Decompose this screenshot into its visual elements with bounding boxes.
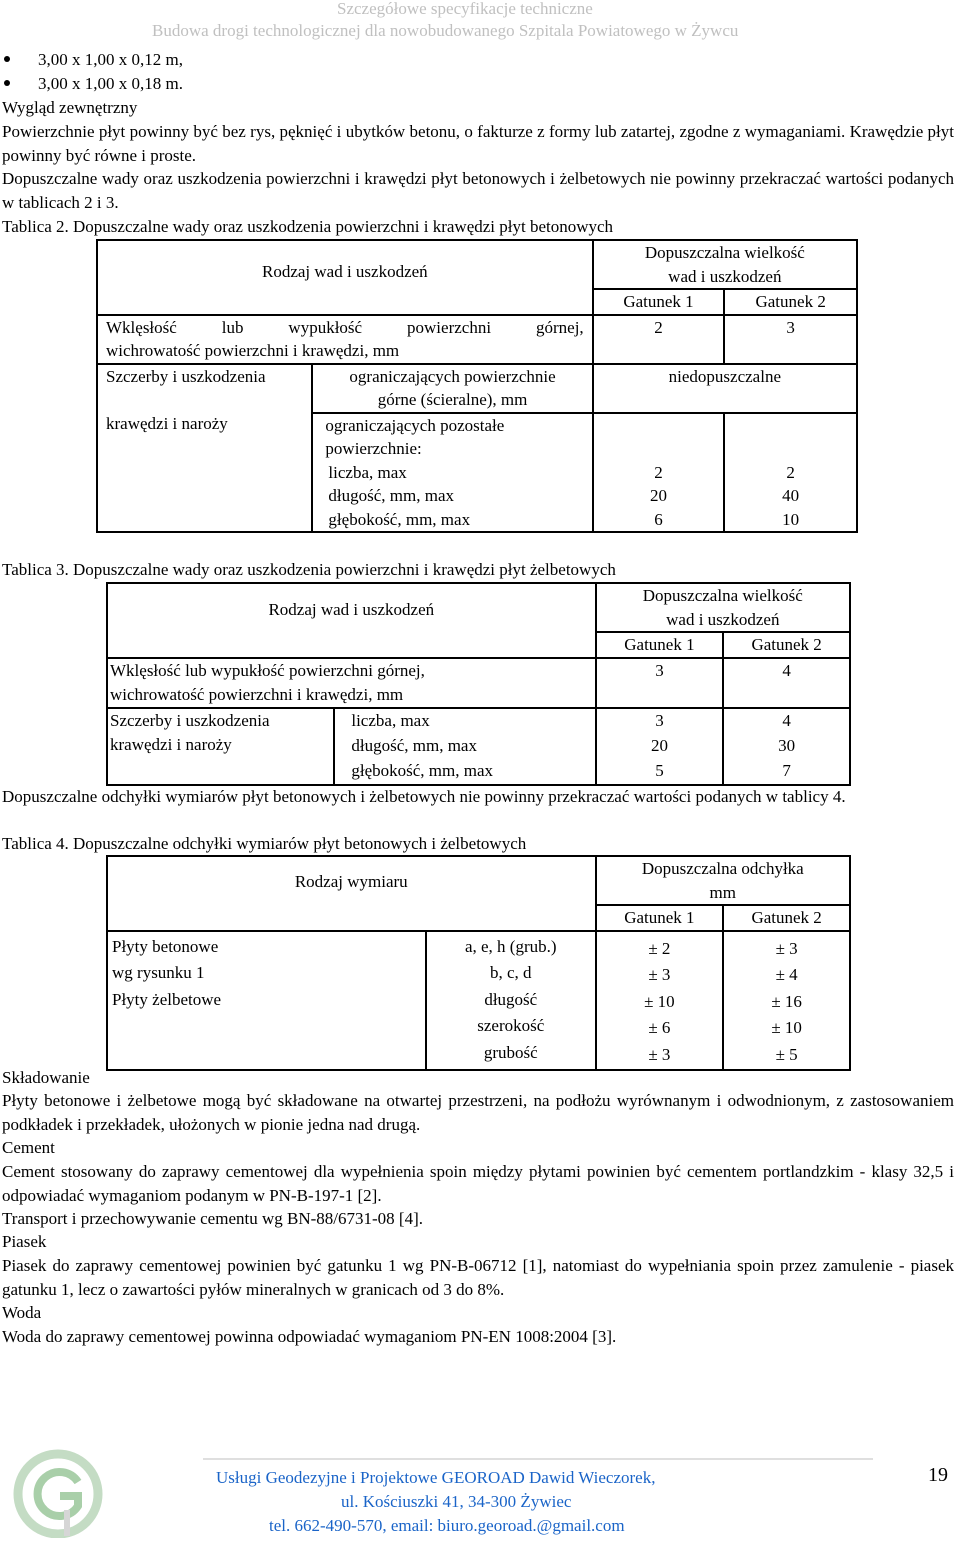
header-line: wad i uszkodzeń <box>668 266 782 286</box>
cell-line: ± 4 <box>775 965 798 985</box>
cell-line: 40 <box>782 486 800 505</box>
cell-line: ± 10 <box>644 991 675 1011</box>
table-cell <box>312 364 592 413</box>
table-cell <box>334 708 595 785</box>
cell-line: 6 <box>654 509 663 529</box>
cell-line: 3 <box>655 711 664 730</box>
paragraph: Płyty betonowe i żelbetowe mogą być składowane na otwartej przestrzeni, na podłożu wyrównanym i odwodnionym, z zastosowaniem podkładek i przekładek, ułożonych w pionie jedna nad drugą. <box>2 1091 954 1134</box>
cell-line: krawędzi i naroży <box>106 414 228 433</box>
cell-line: ± 16 <box>771 991 802 1011</box>
cell-line: Szczerby i uszkodzenia <box>110 711 270 730</box>
cell-line: 5 <box>655 761 664 780</box>
table-cell: niedopuszczalne <box>593 364 857 413</box>
footer-divider <box>203 1458 873 1461</box>
paragraph: Transport i przechowywanie cementu wg BN-88/6731-08 [4]. <box>2 1209 423 1228</box>
cell-line: ± 5 <box>775 1044 798 1064</box>
cell-line: 2 <box>654 462 663 482</box>
paragraph: Dopuszczalne wady oraz uszkodzenia powierzchni i krawędzi płyt betonowych i żelbetowych nie powinny przekraczać wartości podanych w tablicach 2 i 3. <box>2 169 954 212</box>
cell-line: Wklęsłość lub wypukłość powierzchni górnej, <box>110 661 425 680</box>
footer-address: ul. Kościuszki 41, 34-300 Żywiec <box>341 1492 572 1511</box>
cell-line: wichrowatość powierzchni i krawędzi, mm <box>106 341 400 360</box>
cell-line: ± 2 <box>648 939 671 958</box>
cell-line: powierzchnie: <box>325 439 422 458</box>
paragraph: Cement stosowany do zaprawy cementowej dla wypełnienia spoin między płytami powinien być cementem portlandzkim - klasy 32,5 i odpowiadać wymaganiom podanym w PN-B-197-1 [2]. <box>2 1162 954 1205</box>
header-subtitle: Budowa drogi technologicznej dla nowobudowanego Szpitala Powiatowego w Żywcu <box>152 21 739 40</box>
header-cell: Gatunek 1 <box>596 905 724 931</box>
header-line: mm <box>709 882 736 902</box>
table-3 <box>106 582 851 786</box>
header-cell: Rodzaj wymiaru <box>107 856 596 931</box>
table-cell <box>97 364 312 533</box>
section-heading: Wygląd zewnętrzny <box>2 98 138 117</box>
cell-line: ± 10 <box>771 1018 802 1038</box>
cell-line: górne (ścieralne), mm <box>377 390 528 409</box>
table-row <box>107 658 850 708</box>
cell-line: ± 6 <box>648 1018 671 1038</box>
cell-line: ± 3 <box>775 939 798 958</box>
header-line: Dopuszczalna odchyłka <box>641 859 804 878</box>
cell-line: wg rysunku 1 <box>112 963 205 983</box>
bullet-icon <box>4 80 10 86</box>
paragraph: Dopuszczalne odchyłki wymiarów płyt betonowych i żelbetowych nie powinny przekraczać wartości podanych w tablicy 4. <box>2 787 846 806</box>
list-item: 3,00 x 1,00 x 0,12 m, <box>38 50 183 69</box>
paragraph: Piasek do zaprawy cementowej powinien być gatunku 1 wg PN-B-06712 [1], natomiast do wypełniania spoin przez zamulenie - piasek gatunku 1, lecz o zawartości pyłów mineralnych w granicach od 3 do 8%. <box>2 1256 954 1299</box>
section-heading: Składowanie <box>2 1068 90 1087</box>
cell-line: Płyty betonowe <box>112 937 219 956</box>
cell-line: ± 3 <box>648 1044 671 1064</box>
table-row <box>107 931 850 1070</box>
cell-line: krawędzi i naroży <box>110 734 232 754</box>
table-cell <box>426 931 596 1070</box>
header-cell <box>596 583 850 632</box>
header-cell <box>596 856 850 905</box>
table-4 <box>106 855 851 1071</box>
table-cell <box>596 931 724 1070</box>
cell-line: 10 <box>782 509 800 529</box>
table-cell: 3 <box>596 658 724 708</box>
cell-line: ± 3 <box>648 965 671 985</box>
table-2 <box>96 239 858 533</box>
list-item: 3,00 x 1,00 x 0,18 m. <box>38 74 183 93</box>
cell-line: ograniczających pozostałe <box>325 415 505 435</box>
header-cell: Rodzaj wad i uszkodzeń <box>97 240 593 315</box>
table-row <box>97 315 857 364</box>
table-cell <box>107 931 426 1070</box>
cell-line: grubość <box>483 1042 538 1062</box>
footer-company: Usługi Geodezyjne i Projektowe GEOROAD Dawid Wieczorek, <box>216 1468 656 1487</box>
table-row <box>107 708 850 785</box>
cell-line: 20 <box>650 486 667 505</box>
header-cell: Gatunek 2 <box>723 905 850 931</box>
cell-line: wichrowatość powierzchni i krawędzi, mm <box>110 684 404 704</box>
cell-line: długość, mm, max <box>328 486 455 505</box>
cell-line: głębokość, mm, max <box>328 509 471 529</box>
bullet-icon <box>4 56 10 62</box>
table-cell <box>723 708 850 785</box>
table-row <box>97 364 857 413</box>
cell-line: a, e, h (grub.) <box>464 937 557 956</box>
header-title: Szczegółowe specyfikacje techniczne <box>337 0 593 18</box>
table-cell <box>724 413 857 533</box>
header-line: Dopuszczalna wielkość <box>644 243 805 262</box>
section-heading: Cement <box>2 1138 55 1157</box>
paragraph: Woda do zaprawy cementowej powinna odpowiadać wymaganiom PN-EN 1008:2004 [3]. <box>2 1327 617 1346</box>
cell-line: b, c, d <box>489 963 532 983</box>
header-cell: Gatunek 1 <box>596 632 724 658</box>
cell-line: liczba, max <box>328 462 407 482</box>
georoad-logo-icon <box>12 1448 104 1538</box>
table-cell: 3 <box>724 315 857 364</box>
table-cell <box>723 931 850 1070</box>
cell-line: 20 <box>650 736 668 755</box>
header-line: Dopuszczalna wielkość <box>642 586 803 605</box>
header-line: wad i uszkodzeń <box>666 609 780 629</box>
cell-line: Płyty żelbetowe <box>112 989 222 1009</box>
cell-line: długość <box>484 989 538 1009</box>
table-caption: Tablica 2. Dopuszczalne wady oraz uszkodzenia powierzchni i krawędzi płyt betonowych <box>2 217 614 236</box>
cell-line: 30 <box>778 736 796 755</box>
header-cell <box>593 240 857 289</box>
header-cell: Gatunek 2 <box>723 632 850 658</box>
table-cell <box>107 708 334 785</box>
cell-line: 7 <box>782 761 791 780</box>
cell-line: ograniczających powierzchnie <box>349 366 556 386</box>
table-caption: Tablica 3. Dopuszczalne wady oraz uszkodzenia powierzchni i krawędzi płyt żelbetowych <box>2 560 616 579</box>
table-caption: Tablica 4. Dopuszczalne odchyłki wymiarów płyt betonowych i żelbetowych <box>2 834 527 853</box>
table-cell <box>593 413 725 533</box>
cell-line: Szczerby i uszkodzenia <box>106 366 266 386</box>
table-cell <box>312 413 592 533</box>
section-heading: Woda <box>2 1303 42 1322</box>
cell-line: Wklęsłość lub wypukłość powierzchni górnej, <box>106 317 584 337</box>
table-cell: 4 <box>723 658 850 708</box>
cell-line: liczba, max <box>351 711 430 730</box>
header-cell: Gatunek 1 <box>593 289 725 315</box>
table-cell: 2 <box>593 315 725 364</box>
cell-line: długość, mm, max <box>351 736 477 755</box>
cell-line: 2 <box>786 462 795 482</box>
cell-line: szerokość <box>477 1016 545 1036</box>
cell-line: 4 <box>782 711 791 730</box>
header-cell: Rodzaj wad i uszkodzeń <box>107 583 596 658</box>
section-heading: Piasek <box>2 1232 47 1251</box>
table-cell <box>107 658 596 708</box>
footer-contact: tel. 662-490-570, email: biuro.georoad.@gmail.com <box>269 1516 625 1535</box>
table-cell <box>596 708 724 785</box>
page-number: 19 <box>928 1464 948 1486</box>
header-cell: Gatunek 2 <box>724 289 857 315</box>
paragraph: Powierzchnie płyt powinny być bez rys, pęknięć i ubytków betonu, o fakturze z formy lub zatartej, zgodne z wymaganiami. Krawędzie płyt powinny być równe i proste. <box>2 122 954 165</box>
cell-line: głębokość, mm, max <box>351 761 494 780</box>
table-cell <box>97 315 593 364</box>
